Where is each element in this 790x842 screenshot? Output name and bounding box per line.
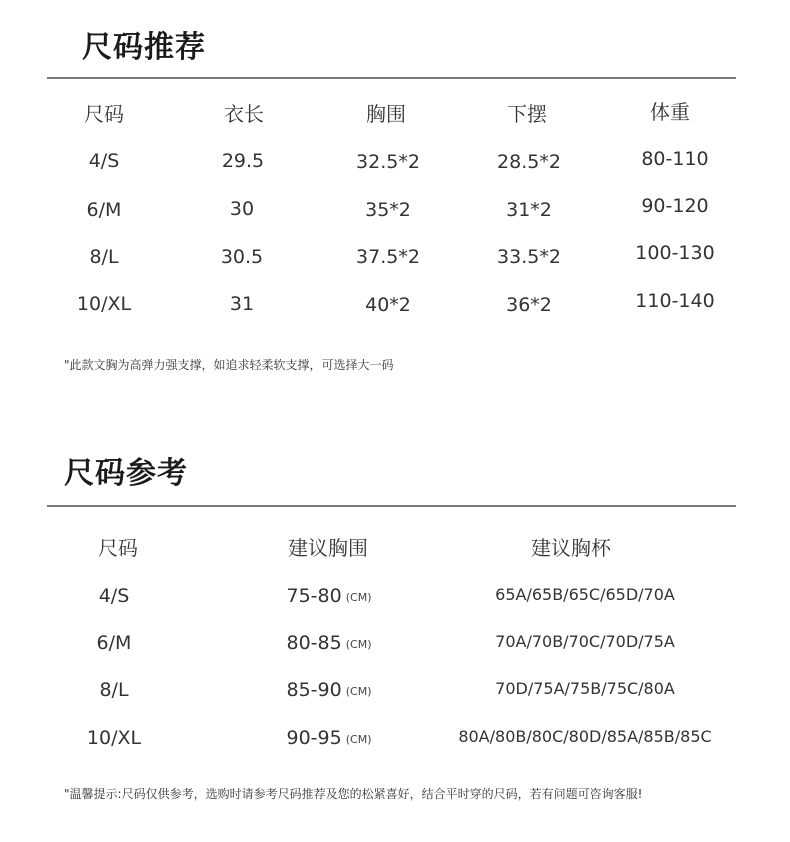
table-cell: 30 [229, 198, 255, 220]
header-suggested-bust: 建议胸围 [288, 536, 368, 560]
size-recommendation-title: 尺码推荐 [82, 30, 206, 65]
header-size: 尺码 [84, 102, 124, 126]
table-cell: 40*2 [365, 294, 411, 316]
bust-range-cell [287, 585, 372, 607]
table-cell: 29.5 [221, 150, 265, 172]
size-recommendation-note: "此款文胸为高弹力强支撑，如追求轻柔软支撑，可选择大一码 [64, 358, 394, 372]
table-cell: 31 [229, 293, 255, 315]
table-cell: 10/XL [86, 727, 142, 749]
header-hem: 下摆 [507, 102, 547, 126]
table-cell: 28.5*2 [497, 151, 561, 173]
bust-range-cell [287, 679, 372, 701]
header-suggested-cup: 建议胸杯 [531, 536, 611, 560]
header-bust: 胸围 [366, 102, 406, 126]
table-cell: 32.5*2 [356, 151, 420, 173]
table-cell: 4/S [98, 585, 130, 607]
table-cell: 35*2 [365, 199, 411, 221]
table-cell: 100-130 [635, 242, 715, 264]
table-cell: 6/M [96, 632, 132, 654]
size-reference-note: "温馨提示:尺码仅供参考，选购时请参考尺码推荐及您的松紧喜好，结合平时穿的尺码，若有问题可咨询客服! [64, 787, 643, 801]
header-length: 衣长 [224, 102, 264, 126]
bust-range: 90-95 [286, 727, 342, 749]
size-reference-title: 尺码参考 [64, 456, 188, 491]
table-cell: 90-120 [641, 195, 709, 217]
bust-range: 75-80 [286, 585, 342, 607]
table-cell: 8/L [89, 246, 119, 268]
table-cell: 110-140 [635, 290, 715, 312]
table-cell: 30.5 [220, 246, 264, 268]
table-cell: 37.5*2 [356, 246, 420, 268]
bust-range-cell [287, 727, 372, 749]
cup-sizes: 70D/75A/75B/75C/80A [495, 679, 675, 698]
section2-divider [47, 505, 736, 507]
section1-divider [47, 77, 736, 79]
cup-sizes: 65A/65B/65C/65D/70A [495, 585, 675, 604]
table-cell: 4/S [88, 150, 120, 172]
unit-label: (CM) [345, 733, 372, 746]
table-cell: 10/XL [76, 293, 132, 315]
header-size: 尺码 [98, 536, 138, 560]
table-cell: 8/L [99, 679, 129, 701]
bust-range-cell [287, 632, 372, 654]
table-cell: 36*2 [506, 294, 552, 316]
bust-range: 85-90 [286, 679, 342, 701]
table-cell: 80-110 [641, 148, 709, 170]
cup-sizes: 80A/80B/80C/80D/85A/85B/85C [458, 727, 712, 746]
header-weight: 体重 [650, 100, 690, 124]
unit-label: (CM) [345, 591, 372, 604]
bust-range: 80-85 [286, 632, 342, 654]
table-cell: 6/M [86, 199, 122, 221]
table-cell: 31*2 [506, 199, 552, 221]
unit-label: (CM) [345, 685, 372, 698]
cup-sizes: 70A/70B/70C/70D/75A [495, 632, 675, 651]
table-cell: 33.5*2 [497, 246, 561, 268]
unit-label: (CM) [345, 638, 372, 651]
